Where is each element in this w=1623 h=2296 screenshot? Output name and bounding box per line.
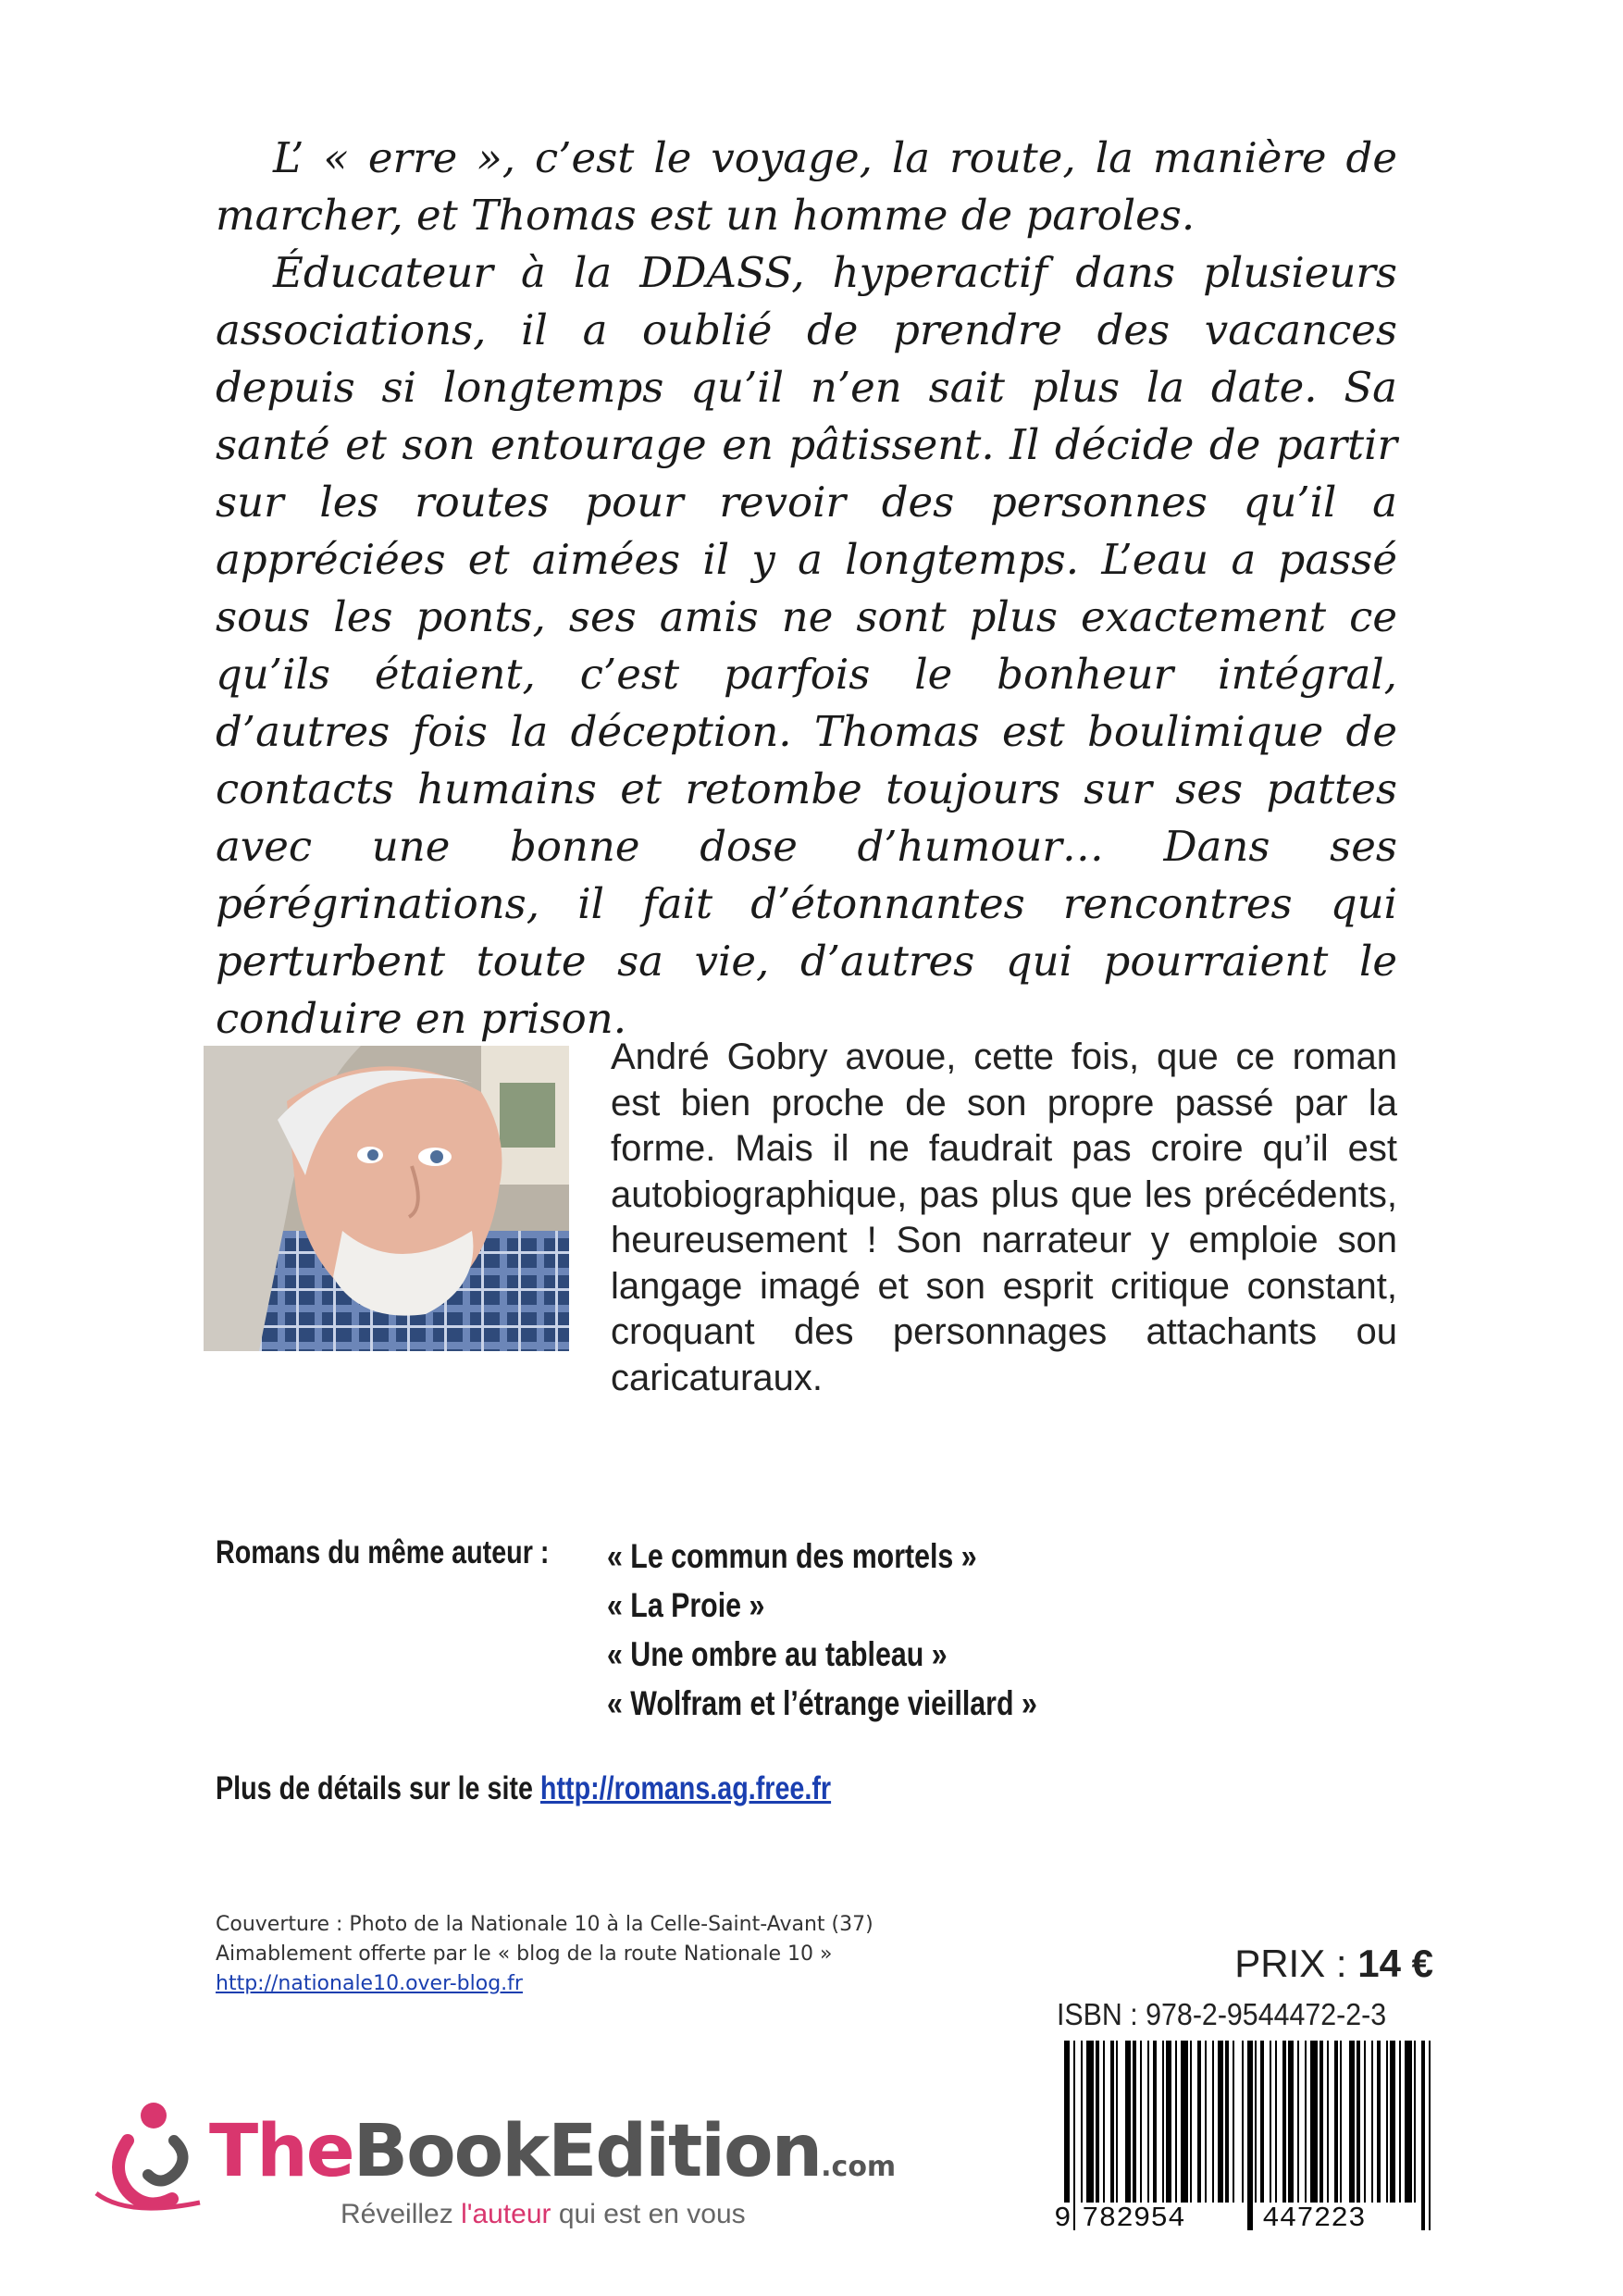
- blurb-paragraph-2: Éducateur à la DDASS, hyperactif dans plusieurs associations, il a oublié de prendre des vacances depuis si longtemps qu’il n’en sait plus la date. Sa santé et son entourage en pâtissent. Il décide de partir sur les routes pour revoir des personnes qu’il a appréciées et aimées il y a longtemps. L’eau a passé sous les ponts, ses amis ne sont plus exactement ce qu’ils étaient, c’est parfois le bonheur intégral, d’autres fois la déception. Thomas est boulimique de contacts humains et retombe toujours sur ses pattes avec une bonne dose d’humour… Dans ses pérégrinations, il fait d’étonnantes rencontres qui perturbent toute sa vie, d’autres qui pourraient le conduire en prison.: [216, 248, 1397, 1043]
- barcode-digit-group-right: 447223: [1262, 2203, 1366, 2235]
- barcode-digit-lead: 9: [1054, 2203, 1072, 2235]
- publisher-logo: [91, 2099, 897, 2247]
- author-bio: André Gobry avoue, cette fois, que ce roman est bien proche de son propre passé par la forme. Mais il ne faudrait pas croire qu’il est autobiographique, pas plus que les précédents, heureusement ! Son narrateur y emploie son langage imagé et son esprit critique constant, croquant des personnages attachants ou caricaturaux.: [611, 1036, 1397, 1398]
- barcode-bar: [1133, 2041, 1136, 2203]
- barcode-bar: [1327, 2041, 1329, 2203]
- other-novels-label: Romans du même auteur :: [216, 1534, 550, 1570]
- barcode-bar: [1377, 2041, 1381, 2203]
- barcode-bar: [1166, 2041, 1171, 2203]
- barcode-bar: [1390, 2041, 1395, 2203]
- cover-credits: [216, 1910, 873, 1999]
- barcode-bar: [1386, 2041, 1388, 2203]
- barcode-bar: [1414, 2041, 1416, 2203]
- website-label: Plus de détails sur le site: [216, 1770, 533, 1806]
- author-photo: [204, 1046, 569, 1351]
- barcode-bar: [1349, 2041, 1355, 2203]
- blurb-paragraph-1: L’ « erre », c’est le voyage, la route, la manière de marcher, et Thomas est un homme de paroles.: [216, 133, 1397, 240]
- publisher-name-bookedition: BookEdition: [353, 2110, 822, 2193]
- publisher-tagline: [341, 2199, 746, 2230]
- barcode-bar: [1218, 2041, 1223, 2203]
- barcode-bar: [1282, 2041, 1286, 2203]
- barcode-bar: [1116, 2041, 1118, 2203]
- barcode-bar: [1371, 2041, 1373, 2203]
- back-cover-blurb: [216, 130, 1397, 1048]
- publisher-name-the: The: [209, 2110, 353, 2193]
- website-line: [216, 1770, 831, 1807]
- barcode-digit-group-left: 782954: [1082, 2203, 1185, 2235]
- barcode-bar: [1364, 2041, 1366, 2203]
- novel-title: « Le commun des mortels »: [607, 1537, 977, 1575]
- price-value: 14 €: [1357, 1942, 1433, 1985]
- credits-link[interactable]: http://nationale10.over-blog.fr: [216, 1972, 523, 1995]
- barcode-bar: [1334, 2041, 1338, 2203]
- barcode-bar: [1297, 2041, 1299, 2203]
- barcode-bar: [1140, 2041, 1142, 2203]
- website-link[interactable]: http://romans.ag.free.fr: [539, 1770, 832, 1806]
- tagline-before: Réveillez: [341, 2199, 462, 2229]
- barcode-bar: [1162, 2041, 1164, 2203]
- tagline-highlight: l'auteur: [461, 2199, 551, 2229]
- barcode-bar: [1225, 2041, 1229, 2203]
- barcode-bar: [1310, 2041, 1318, 2203]
- barcode-bar: [1319, 2041, 1323, 2203]
- barcode-bar: [1110, 2041, 1114, 2203]
- author-portrait-icon: [204, 1046, 569, 1351]
- publisher-name: [209, 2110, 896, 2193]
- barcode-bar: [1205, 2041, 1207, 2203]
- barcode-bar: [1288, 2041, 1294, 2203]
- barcode-bar: [1212, 2041, 1214, 2203]
- barcode-bar: [1073, 2041, 1075, 2230]
- barcode-bar: [1421, 2041, 1425, 2230]
- barcode-bar: [1081, 2041, 1083, 2203]
- barcode-bar: [1103, 2041, 1105, 2203]
- barcode-bar: [1153, 2041, 1157, 2203]
- novel-title: « La Proie »: [607, 1586, 765, 1624]
- barcode-bar: [1181, 2041, 1188, 2203]
- barcode-bar: [1125, 2041, 1131, 2203]
- credits-line-1: Couverture : Photo de la Nationale 10 à la Celle-Saint-Avant (37): [216, 1913, 873, 1936]
- credits-line-2: Aimablement offerte par le « blog de la route Nationale 10 »: [216, 1942, 833, 1966]
- other-novels-list: [607, 1532, 1037, 1728]
- thebookedition-logo-icon: [91, 2099, 211, 2219]
- tagline-after: qui est en vous: [551, 2199, 746, 2229]
- barcode-bar: [1340, 2041, 1342, 2203]
- barcode-bar: [1242, 2041, 1244, 2203]
- barcode-bar: [1233, 2041, 1234, 2203]
- barcode-bar: [1275, 2041, 1277, 2203]
- novel-title: « Une ombre au tableau »: [607, 1635, 948, 1673]
- barcode-bar: [1190, 2041, 1192, 2203]
- barcode-bar: [1399, 2041, 1401, 2203]
- barcode-bar: [1175, 2041, 1177, 2203]
- barcode-bar: [1096, 2041, 1099, 2203]
- barcode-bar: [1305, 2041, 1307, 2203]
- price-label: PRIX :: [1234, 1942, 1347, 1985]
- barcode-bar: [1270, 2041, 1271, 2203]
- barcode-bar: [1357, 2041, 1360, 2203]
- barcode-bar: [1255, 2041, 1257, 2203]
- barcode-bar: [1405, 2041, 1412, 2203]
- barcode-bar: [1147, 2041, 1149, 2203]
- barcode-bar: [1429, 2041, 1431, 2230]
- barcode-bar: [1197, 2041, 1201, 2203]
- barcode-bar: [1247, 2041, 1253, 2230]
- publisher-name-suffix: .com: [821, 2151, 897, 2183]
- barcode-bar: [1086, 2041, 1094, 2203]
- novel-title: « Wolfram et l’étrange vieillard »: [607, 1684, 1037, 1722]
- isbn-text: ISBN : 978-2-9544472-2-3: [1057, 1997, 1387, 2031]
- barcode-bar: [1260, 2041, 1264, 2203]
- price: [1234, 1942, 1433, 1986]
